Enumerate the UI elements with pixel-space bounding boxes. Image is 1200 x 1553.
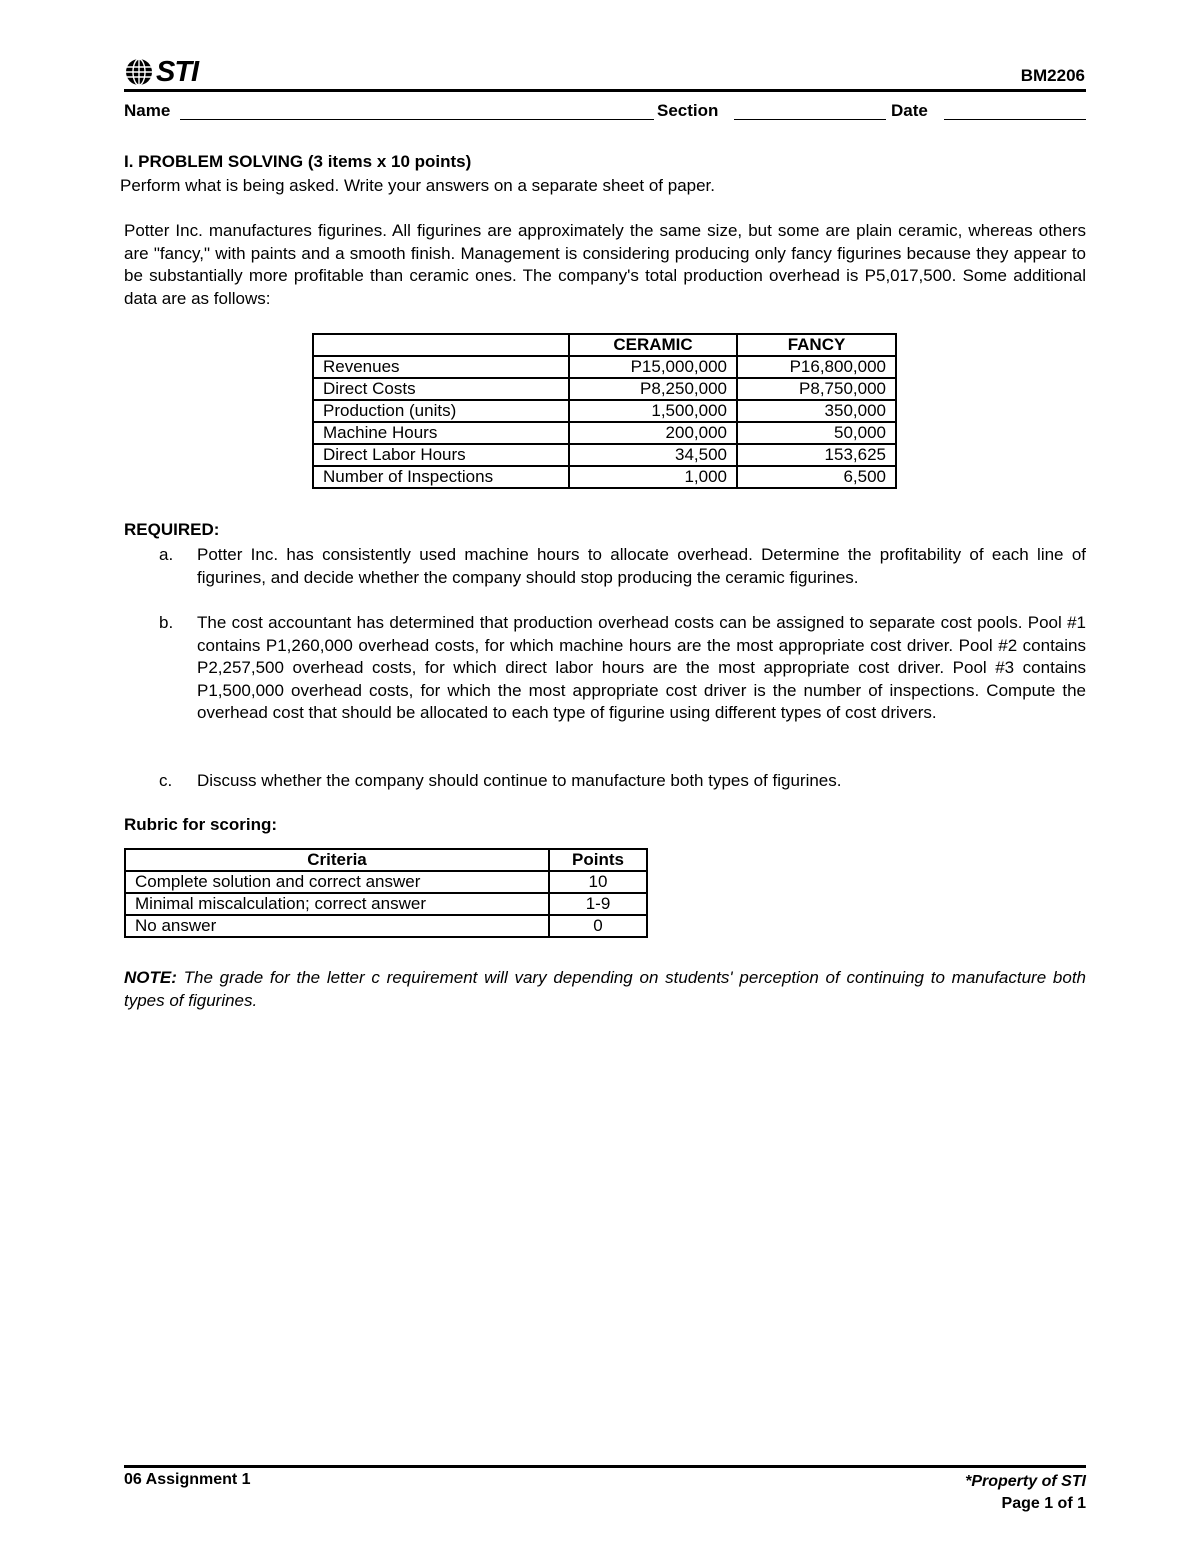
table-row bbox=[125, 893, 647, 915]
table-header: Criteria bbox=[125, 849, 549, 871]
date-label: Date bbox=[891, 101, 928, 120]
item-letter: a. bbox=[159, 545, 174, 564]
item-text: Discuss whether the company should continue to manufacture both types of figurines. bbox=[197, 771, 842, 790]
table-header: FANCY bbox=[737, 334, 896, 356]
header-rule bbox=[124, 89, 1086, 92]
required-label: REQUIRED: bbox=[124, 520, 220, 539]
points-cell: 1-9 bbox=[549, 893, 647, 915]
value-cell: P15,000,000 bbox=[569, 356, 737, 378]
logo-text: STI bbox=[156, 55, 199, 88]
footer-rule bbox=[124, 1465, 1086, 1468]
value-cell: 34,500 bbox=[569, 444, 737, 466]
document-code: BM2206 bbox=[1020, 66, 1085, 85]
rubric-table bbox=[124, 848, 648, 938]
item-letter: b. bbox=[159, 613, 174, 632]
student-info-row bbox=[124, 101, 1086, 125]
table-row bbox=[313, 400, 896, 422]
item-text: The cost accountant has determined that production overhead costs can be assigned to separate cost pools. Pool #1 contains P1,260,000 overhead costs, for which machine hours are the most appropriate cost driver. Pool #2 contains P2,257,500 overhead costs, for which direct labor hours are the most appropriate cost driver. Pool #3 contains P1,500,000 overhead costs, for which the most appropriate cost driver is the number of inspections. Compute the overhead cost that should be allocated to each type of figurine using different types of cost drivers. bbox=[197, 613, 1086, 722]
value-cell: 1,000 bbox=[569, 466, 737, 488]
rubric-title: Rubric for scoring: bbox=[124, 815, 278, 834]
value-cell: 6,500 bbox=[737, 466, 896, 488]
table-row bbox=[125, 871, 647, 893]
section-title: I. PROBLEM SOLVING (3 items x 10 points) bbox=[124, 152, 472, 171]
name-field[interactable] bbox=[180, 119, 654, 120]
criteria-cell: Complete solution and correct answer bbox=[125, 871, 549, 893]
instruction: Perform what is being asked. Write your answers on a separate sheet of paper. bbox=[120, 176, 715, 195]
required-item-b bbox=[124, 612, 1086, 725]
item-text: Potter Inc. has consistently used machine hours to allocate overhead. Determine the profitability of each line of figurines, and decide whether the company should stop producing the ceramic figurines. bbox=[197, 545, 1086, 587]
value-cell: 350,000 bbox=[737, 400, 896, 422]
name-label: Name bbox=[124, 101, 171, 120]
data-table bbox=[312, 333, 897, 489]
problem-statement: Potter Inc. manufactures figurines. All figurines are approximately the same size, but some are plain ceramic, whereas others are "fancy," with paints and a smooth finish. Management is considering producing only fancy figurines because they appear to be substantially more profitable than ceramic ones. The company's total production overhead is P5,017,500. Some additional data are as follows: bbox=[124, 221, 1086, 308]
table-row bbox=[125, 915, 647, 937]
row-label-cell: Direct Labor Hours bbox=[313, 444, 569, 466]
table-header bbox=[313, 334, 569, 356]
row-label-cell: Machine Hours bbox=[313, 422, 569, 444]
row-label-cell: Revenues bbox=[313, 356, 569, 378]
required-item-a bbox=[124, 544, 1086, 589]
table-header: CERAMIC bbox=[569, 334, 737, 356]
table-header-row bbox=[313, 334, 896, 356]
value-cell: P8,250,000 bbox=[569, 378, 737, 400]
section-field[interactable] bbox=[734, 119, 886, 120]
page-number: Page 1 of 1 bbox=[1001, 1495, 1086, 1512]
points-cell: 0 bbox=[549, 915, 647, 937]
table-row bbox=[313, 444, 896, 466]
row-label-cell: Direct Costs bbox=[313, 378, 569, 400]
globe-icon bbox=[124, 57, 154, 87]
table-row bbox=[313, 422, 896, 444]
table-row bbox=[313, 356, 896, 378]
table-row bbox=[313, 466, 896, 488]
section-label: Section bbox=[657, 101, 719, 120]
footer-right bbox=[965, 1471, 1086, 1515]
table-header-row bbox=[125, 849, 647, 871]
table-row bbox=[313, 378, 896, 400]
note-label: NOTE: bbox=[124, 968, 177, 987]
value-cell: 50,000 bbox=[737, 422, 896, 444]
note-text: The grade for the letter c requirement will vary depending on students' perception of continuing to manufacture both types of figurines. bbox=[124, 968, 1086, 1010]
criteria-cell: Minimal miscalculation; correct answer bbox=[125, 893, 549, 915]
required-item-c bbox=[124, 770, 1086, 793]
value-cell: 1,500,000 bbox=[569, 400, 737, 422]
date-field[interactable] bbox=[944, 119, 1086, 120]
value-cell: P8,750,000 bbox=[737, 378, 896, 400]
table-header: Points bbox=[549, 849, 647, 871]
property-notice: *Property of STI bbox=[965, 1473, 1086, 1490]
value-cell: 200,000 bbox=[569, 422, 737, 444]
row-label-cell: Production (units) bbox=[313, 400, 569, 422]
sti-logo bbox=[124, 56, 198, 88]
item-letter: c. bbox=[159, 771, 173, 790]
note bbox=[124, 966, 1086, 1012]
value-cell: P16,800,000 bbox=[737, 356, 896, 378]
row-label-cell: Number of Inspections bbox=[313, 466, 569, 488]
criteria-cell: No answer bbox=[125, 915, 549, 937]
value-cell: 153,625 bbox=[737, 444, 896, 466]
points-cell: 10 bbox=[549, 871, 647, 893]
footer-title: 06 Assignment 1 bbox=[124, 1471, 251, 1488]
